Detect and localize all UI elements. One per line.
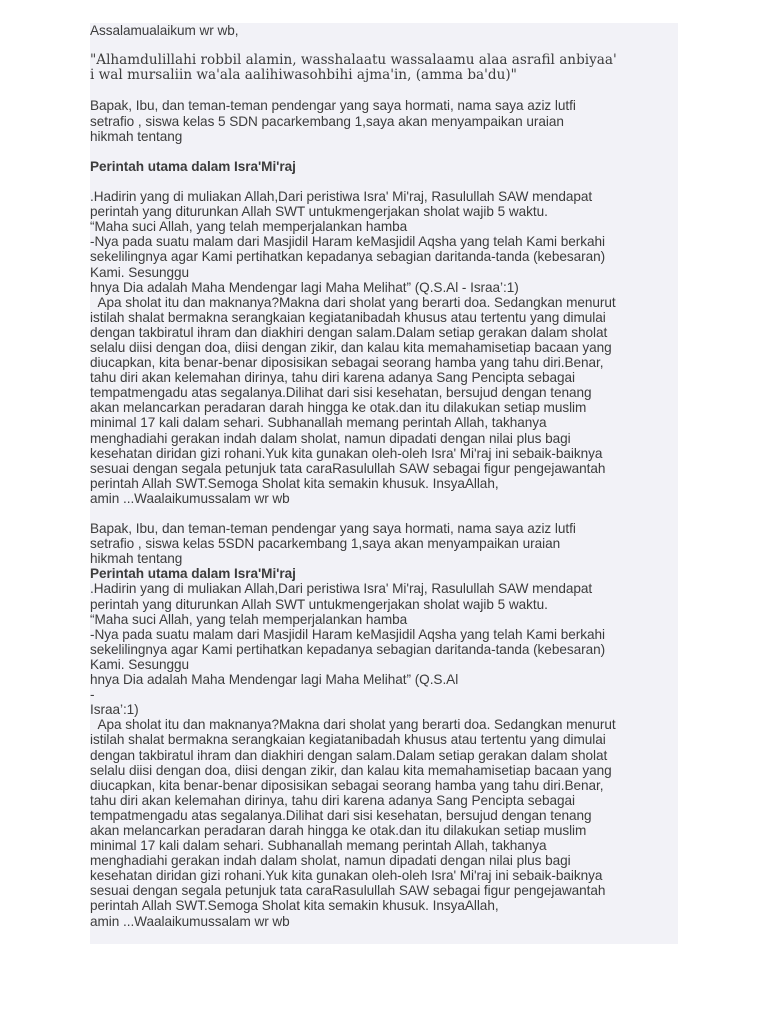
intro-paragraph-repeat: Bapak, Ibu, dan teman-teman pendengar yang saya hormati, nama saya aziz lutfi setrafio , siswa kelas 5SDN pacarkembang 1,saya akan menyampaikan uraian hikmah tentang: [90, 521, 576, 567]
quote-paragraph-repeat: .Hadirin yang di muliakan Allah,Dari peristiwa Isra' Mi'raj, Rasulullah SAW mendapat perintah yang diturunkan Allah SWT untukmengerjakan sholat wajib 5 waktu. “Maha suci Allah, yang telah memperjalankan hamba -Nya pada suatu malam dari Masjidil Haram keMasjidil Aqsha yang telah Kami berkahi sekelilingnya agar Kami pertihatkan kepadanya sebagian daritanda-tanda (kebesaran) Kami. Sesunggu hnya Dia adalah Maha Mendengar lagi Maha Melihat” (Q.S.Al - Israa’:1): [90, 581, 606, 718]
body-paragraph: Apa sholat itu dan maknanya?Makna dari sholat yang berarti doa. Sedangkan menurut istilah shalat bermakna serangkaian kegiatanibadah khusus atau tertentu yang dimulai dengan takbiratul ihram dan diakhiri dengan salam.Dalam setiap gerakan dalam sholat selalu diisi dengan doa, diisi dengan zikir, dan kalau kita memahamisetiap bacaan yang diucapkan, kita benar-benar diposisikan sebagai seorang hamba yang tahu diri.Benar, tahu diri akan kelemahan dirinya, tahu diri karena adanya Sang Pencipta sebagai tempatmengadu atas segalanya.Dilihat dari sisi kesehatan, bersujud dengan tenang akan melancarkan peradaran darah hingga ke otak.dan itu dilakukan setiap muslim minimal 17 kali dalam sehari. Subhanallah memang perintah Allah, takhanya menghadiahi gerakan indah dalam sholat, namun dipadati dengan nilai plus bagi kesehatan diridan gizi rohani.Yuk kita gunakan oleh-oleh Isra' Mi'raj ini sebaik-baiknya sesuai dengan segala petunjuk tata caraRasulullah SAW sebagai figur pengejawantah perintah Allah SWT.Semoga Sholat kita semakin khusuk. InsyaAllah, amin ...Waalaikumussalam wr wb: [90, 294, 616, 506]
document-body: [90, 23, 680, 929]
section-heading: Perintah utama dalam Isra'Mi'raj: [90, 158, 296, 174]
greeting: Assalamualaikum wr wb,: [90, 23, 239, 38]
section-heading-repeat: Perintah utama dalam Isra'Mi'raj: [90, 566, 296, 582]
arabic-opening: "Alhamdulillahi robbil alamin, wasshalaatu wassalaamu alaa asrafil anbiyaa' i wal mursaliin wa'ala aalihiwasohbihi ajma'in, (amma ba'du)": [90, 52, 617, 84]
intro-paragraph: Bapak, Ibu, dan teman-teman pendengar yang saya hormati, nama saya aziz lutfi setrafio , siswa kelas 5 SDN pacarkembang 1,saya akan menyampaikan uraian hikmah tentang: [90, 98, 576, 144]
quote-paragraph: .Hadirin yang di muliakan Allah,Dari peristiwa Isra' Mi'raj, Rasulullah SAW mendapat perintah yang diturunkan Allah SWT untukmengerjakan sholat wajib 5 waktu. “Maha suci Allah, yang telah memperjalankan hamba -Nya pada suatu malam dari Masjidil Haram keMasjidil Aqsha yang telah Kami berkahi sekelilingnya agar Kami pertihatkan kepadanya sebagian daritanda-tanda (kebesaran) Kami. Sesunggu hnya Dia adalah Maha Mendengar lagi Maha Melihat” (Q.S.Al - Israa’:1): [90, 189, 606, 295]
body-paragraph-repeat: Apa sholat itu dan maknanya?Makna dari sholat yang berarti doa. Sedangkan menurut istilah shalat bermakna serangkaian kegiatanibadah khusus atau tertentu yang dimulai dengan takbiratul ihram dan diakhiri dengan salam.Dalam setiap gerakan dalam sholat selalu diisi dengan doa, diisi dengan zikir, dan kalau kita memahamisetiap bacaan yang diucapkan, kita benar-benar diposisikan sebagai seorang hamba yang tahu diri.Benar, tahu diri akan kelemahan dirinya, tahu diri karena adanya Sang Pencipta sebagai tempatmengadu atas segalanya.Dilihat dari sisi kesehatan, bersujud dengan tenang akan melancarkan peradaran darah hingga ke otak.dan itu dilakukan setiap muslim minimal 17 kali dalam sehari. Subhanallah memang perintah Allah, takhanya menghadiahi gerakan indah dalam sholat, namun dipadati dengan nilai plus bagi kesehatan diridan gizi rohani.Yuk kita gunakan oleh-oleh Isra' Mi'raj ini sebaik-baiknya sesuai dengan segala petunjuk tata caraRasulullah SAW sebagai figur pengejawantah perintah Allah SWT.Semoga Sholat kita semakin khusuk. InsyaAllah, amin ...Waalaikumussalam wr wb: [90, 717, 616, 929]
